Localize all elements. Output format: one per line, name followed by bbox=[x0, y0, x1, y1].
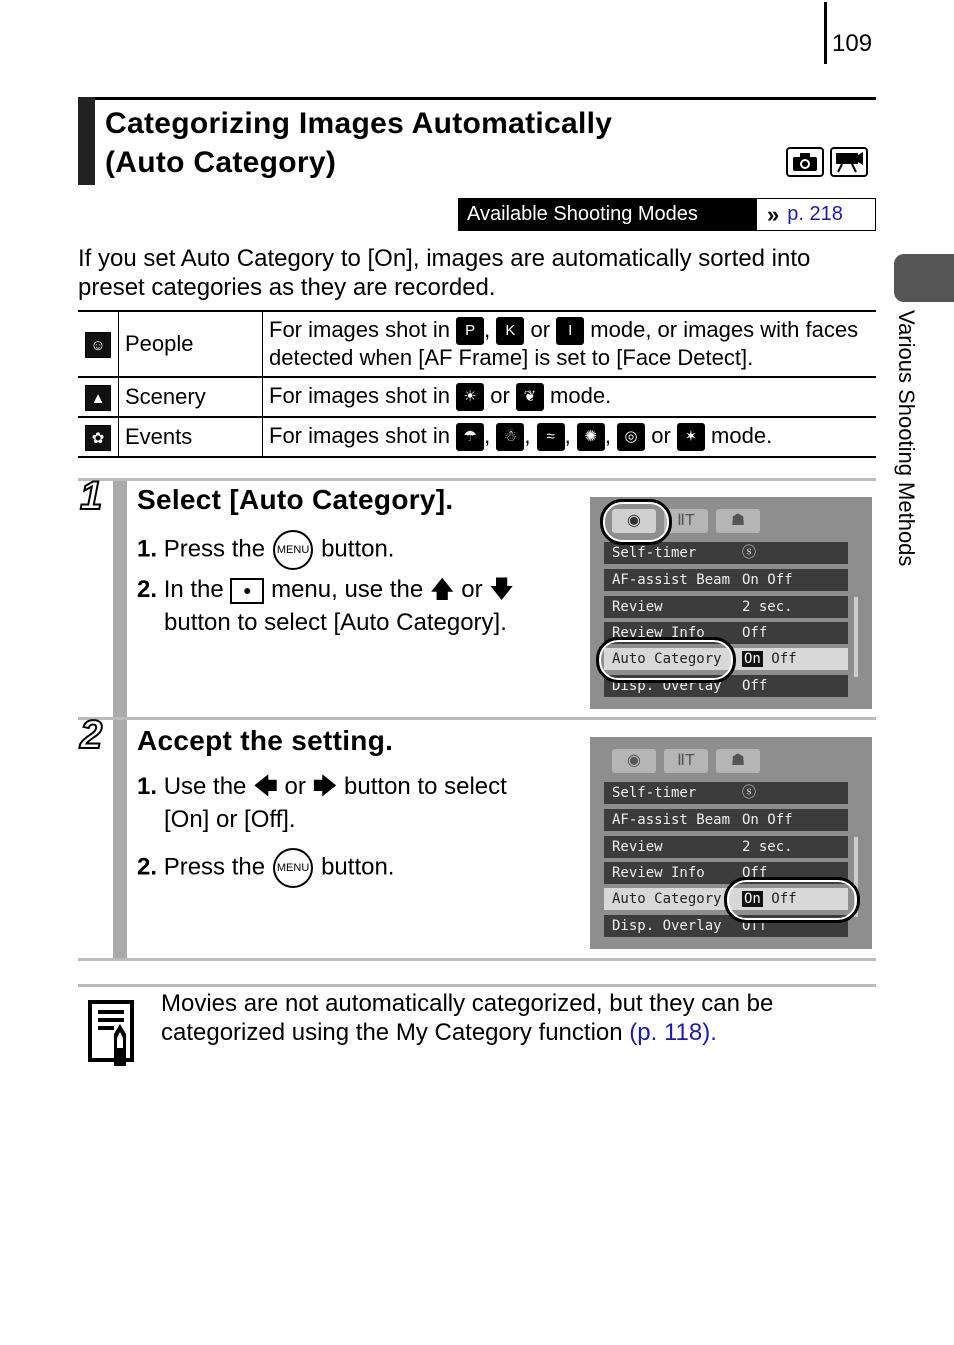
step2-number: 2 bbox=[80, 713, 103, 757]
category-name: People bbox=[119, 311, 263, 377]
snow-mode-icon: ☃ bbox=[496, 423, 524, 451]
highlight-ring bbox=[596, 637, 736, 683]
movie-icon bbox=[830, 147, 868, 177]
lcd-row-selected: Auto Category On Off bbox=[604, 888, 848, 910]
fireworks-mode-icon: ✺ bbox=[577, 423, 605, 451]
step2-rule bbox=[78, 717, 876, 720]
title-accent-bar bbox=[78, 97, 95, 185]
lcd-screen-2 bbox=[590, 737, 872, 949]
kids-pets-mode-icon: K bbox=[496, 317, 524, 345]
available-modes-label: Available Shooting Modes bbox=[459, 199, 757, 230]
intro-text: If you set Auto Category to [On], images are automatically sorted into preset categories as they are recorded. bbox=[78, 245, 811, 301]
lcd-screen-1 bbox=[590, 497, 872, 709]
up-arrow-icon: 🡅 bbox=[429, 576, 455, 603]
category-desc: For images shot in P , K or I mode, or images with faces detected when [AF Frame] is set to [Face Detect]. bbox=[263, 311, 877, 377]
available-modes-link[interactable] bbox=[757, 199, 843, 230]
chapter-tab bbox=[894, 254, 954, 302]
memo-icon bbox=[88, 998, 138, 1066]
step1-sub1: 1. Press the MENU button. bbox=[137, 530, 394, 570]
highlight-ring bbox=[724, 877, 860, 923]
aquarium-mode-icon: ◎ bbox=[617, 423, 645, 451]
step1-rule bbox=[78, 478, 876, 481]
mode-icons bbox=[786, 147, 868, 177]
my-menu-tab-icon: ☗ bbox=[716, 509, 760, 533]
page-title-line1: Categorizing Images Automatically bbox=[105, 107, 613, 140]
events-icon: ✿ bbox=[78, 417, 119, 457]
lcd-row: Review Info Off bbox=[604, 862, 848, 884]
camera-tab-icon: ◉ bbox=[612, 749, 656, 773]
lcd-row: Self-timer ⓢ bbox=[604, 542, 848, 564]
lcd-row: Disp. Overlay Off bbox=[604, 915, 848, 937]
left-arrow-icon: 🡄 bbox=[253, 773, 278, 800]
category-table bbox=[78, 310, 876, 458]
camera-icon bbox=[786, 147, 824, 177]
double-chevron-icon: » bbox=[767, 202, 780, 227]
table-row bbox=[78, 417, 876, 457]
underwater-mode-icon: ≈ bbox=[537, 423, 565, 451]
table-row bbox=[78, 377, 876, 417]
scenery-icon: ▲ bbox=[78, 377, 119, 417]
page-title bbox=[105, 104, 612, 182]
lcd-row-selected: Auto Category On Off bbox=[604, 648, 848, 670]
right-arrow-icon: 🡆 bbox=[312, 773, 338, 800]
note-text: Movies are not automatically categorized, but they can be categorized using the My Category function (p. 118). bbox=[161, 990, 774, 1046]
foliage-mode-icon: ❦ bbox=[516, 383, 544, 411]
category-name: Events bbox=[119, 417, 263, 457]
page-number: 109 bbox=[832, 30, 873, 57]
settings-tab-icon: ⅡT bbox=[664, 749, 708, 773]
camera-tab-icon: ◉ bbox=[612, 509, 656, 533]
step2-sub2: 2. Press the MENU button. bbox=[137, 848, 394, 888]
down-arrow-icon: 🡇 bbox=[489, 576, 514, 603]
portrait-mode-icon: P bbox=[456, 317, 484, 345]
page-title-line2: (Auto Category) bbox=[105, 146, 337, 179]
settings-tab-icon: ⅡT bbox=[664, 509, 708, 533]
lcd-row: Disp. Overlay Off bbox=[604, 675, 848, 697]
lcd-row: Review 2 sec. bbox=[604, 836, 848, 858]
header-rule bbox=[824, 2, 827, 64]
note-rule bbox=[78, 984, 876, 987]
indoor-mode-icon: I bbox=[556, 317, 584, 345]
night-mode-icon: ✶ bbox=[677, 423, 705, 451]
steps-bottom-rule bbox=[78, 958, 876, 961]
step2-title: Accept the setting. bbox=[137, 725, 394, 756]
available-modes-box bbox=[458, 198, 876, 231]
lcd-row: AF-assist Beam On Off bbox=[604, 569, 848, 591]
step1-title: Select [Auto Category]. bbox=[137, 484, 454, 515]
beach-mode-icon: ☂ bbox=[456, 423, 484, 451]
people-icon: ☺ bbox=[78, 311, 119, 377]
step1-sub2: 2. In the ● menu, use the 🡅 or 🡇 button to select [Auto Category]. bbox=[137, 576, 514, 636]
chapter-tab-label: Various Shooting Methods bbox=[894, 310, 919, 567]
lcd-row: Self-timer ⓢ bbox=[604, 782, 848, 804]
step1-number: 1 bbox=[80, 474, 103, 518]
step2-sub1: 1. Use the 🡄 or 🡆 button to select [On] or [Off]. bbox=[137, 773, 507, 833]
lcd-scrollbar bbox=[854, 597, 858, 677]
step1-bar bbox=[113, 481, 127, 717]
lcd-row: AF-assist Beam On Off bbox=[604, 809, 848, 831]
sunset-mode-icon: ☀ bbox=[456, 383, 484, 411]
lcd-row: Review 2 sec. bbox=[604, 596, 848, 618]
my-menu-tab-icon: ☗ bbox=[716, 749, 760, 773]
category-name: Scenery bbox=[119, 377, 263, 417]
category-desc: For images shot in ☂ , ☃ , ≈ , ✺ , ◎ or ✶ mode. bbox=[263, 417, 877, 457]
table-row bbox=[78, 311, 876, 377]
highlight-ring bbox=[600, 499, 672, 545]
step2-bar bbox=[113, 720, 127, 958]
menu-button-icon: MENU bbox=[273, 530, 313, 570]
note-link[interactable]: (p. 118) bbox=[629, 1019, 711, 1046]
available-modes-ref: p. 218 bbox=[787, 203, 843, 225]
lcd-row: Review Info Off bbox=[604, 622, 848, 644]
menu-button-icon: MENU bbox=[273, 848, 313, 888]
shooting-menu-icon: ● bbox=[230, 578, 264, 604]
category-desc: For images shot in ☀ or ❦ mode. bbox=[263, 377, 877, 417]
